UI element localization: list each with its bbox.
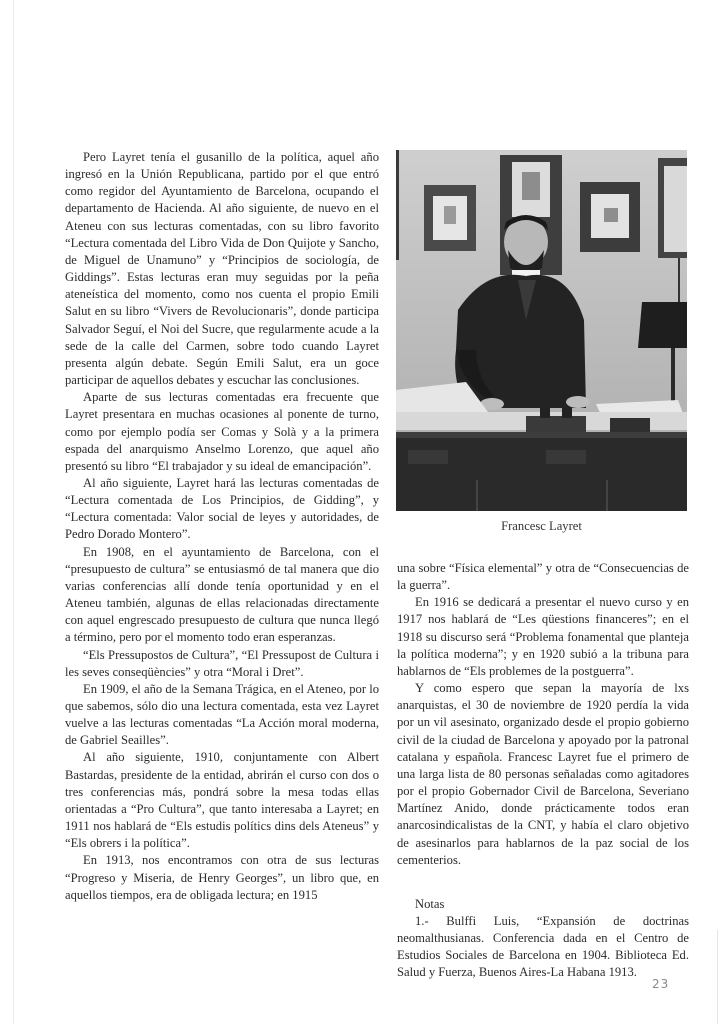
paragraph: Aparte de sus lecturas comentadas era frecuente que Layret presentara en muchas ocasiones al ponente de turno, como por ejemplo podía ser Comas y Solà y a la primera espada del anarquismo Anselmo Lorenzo, que aquel año presentó su libro “El trabajador y su ideal de emancipación”. <box>65 390 379 473</box>
page-number: 23 <box>652 977 670 991</box>
paragraph: En 1913, nos encontramos con otra de sus lecturas “Progreso y Miseria, de Henry Georges”, un libro que, en aquellos tiempos, era de obligada lectura; en 1915 <box>65 853 379 902</box>
photo-caption: Francesc Layret <box>501 519 582 533</box>
left-column <box>65 149 379 904</box>
portrait-photo <box>396 150 687 511</box>
paragraph: En 1909, el año de la Semana Trágica, en el Ateneo, por lo que sabemos, sólo dio una lectura comentada, esta vez Layret vuelve a las lecturas comentadas “La Acción moral moderna, de Gabriel Seailles”. <box>65 681 379 748</box>
scan-page-edge-right <box>717 930 718 1024</box>
note-item: 1.- Bulffi Luis, “Expansión de doctrinas neomalthusianas. Conferencia dada en el Centro de Estudios Sociales de Barcelona en 1904. Biblioteca Ed. Salud y Fuerza, Buenos Aires-La Habana 1913. <box>397 913 689 980</box>
right-column <box>397 560 689 982</box>
paragraph: En 1916 se dedicará a presentar el nuevo curso y en 1917 nos hablará de “Les qüestions financeres”; en el 1918 su discurso será “Problema fonamental que planteja la política moderna”; y en 1920 subió a la tribuna para hablarnos de “Els problemes de la postguerra”. <box>397 595 689 678</box>
scan-page-edge <box>13 0 14 1024</box>
paragraph: Al año siguiente, 1910, conjuntamente con Albert Bastardas, presidente de la entidad, abrirán el curso con dos o tres conferencias más, pondrá sobre la mesa todas ellas orientadas a “Pro Cultura”, que tanto interesaba a Layret; en 1911 nos hablará de “Els estudis polítics dins dels Ateneus” y “Els obrers i la política”. <box>65 750 379 851</box>
paragraph: En 1908, en el ayuntamiento de Barcelona, con el “presupuesto de cultura” se entusiasmó de tal manera que dio varias conferencias allí donde tenía oportunidad y en el Ateneu también, algunas de ellas relacionadas directamente con aquel engrescado presupuesto de cultura que nunca llegó a término, pero por el momento todo eran esperanzas. <box>65 544 379 645</box>
paragraph: Al año siguiente, Layret hará las lecturas comentadas de “Lectura comentada de Los Principios, de Gidding”, y “Lectura comentada: Valor social de leyes y autoridades, de Pedro Dorado Montero”. <box>65 475 379 542</box>
paragraph: Y como espero que sepan la mayoría de lxs anarquistas, el 30 de noviembre de 1920 perdía la vida por un vil asesinato, organizado desde el propio gobierno civil de la ciudad de Barcelona y apoyado por la patronal catalana y española. Francesc Layret fue el primero de una larga lista de 80 personas señaladas como agitadores por el propio Gobernador Civil de Barcelona, Severiano Martínez Anido, donde prácticamente todos eran anarcosindicalistas de la CNT, y había el claro objetivo de asesinarlos para hablarnos de la paz social de los cementerios. <box>397 681 689 867</box>
paragraph: “Els Pressupostos de Cultura”, “El Pressupost de Cultura i les seves conseqüències” y otra “Moral i Dret”. <box>65 647 379 679</box>
notes-title: Notas <box>415 896 445 911</box>
paragraph: Pero Layret tenía el gusanillo de la política, aquel año ingresó en la Unión Republicana, partido por el que entró como regidor del Ayuntamiento de Barcelona, ocupando el departamento de Hacienda. Al año siguiente, de nuevo en el Ateneu con sus lecturas comentadas, con su libro favorito “Lectura comentada del Libro Vida de Don Quijote y Sancho, de Miguel de Unamuno” y “Principios de sociología, de Giddings”. Estas lecturas eran muy seguidas por la peña ateneística del momento, como nos cuenta el propio Emili Salut en su libro “Vivers de Revolucionaris”, donde participa Salvador Seguí, el Noi del Sucre, que regularmente acude a la sede de la calle del Carmen, sobre todo cuando Layret presenta algún debate. Según Emili Salut, era un goce participar de aquellos debates y escuchar las conclusiones. <box>65 150 379 388</box>
paragraph-continuation: una sobre “Física elemental” y otra de “Consecuencias de la guerra”. <box>397 561 689 593</box>
photo-illustration <box>396 150 687 511</box>
